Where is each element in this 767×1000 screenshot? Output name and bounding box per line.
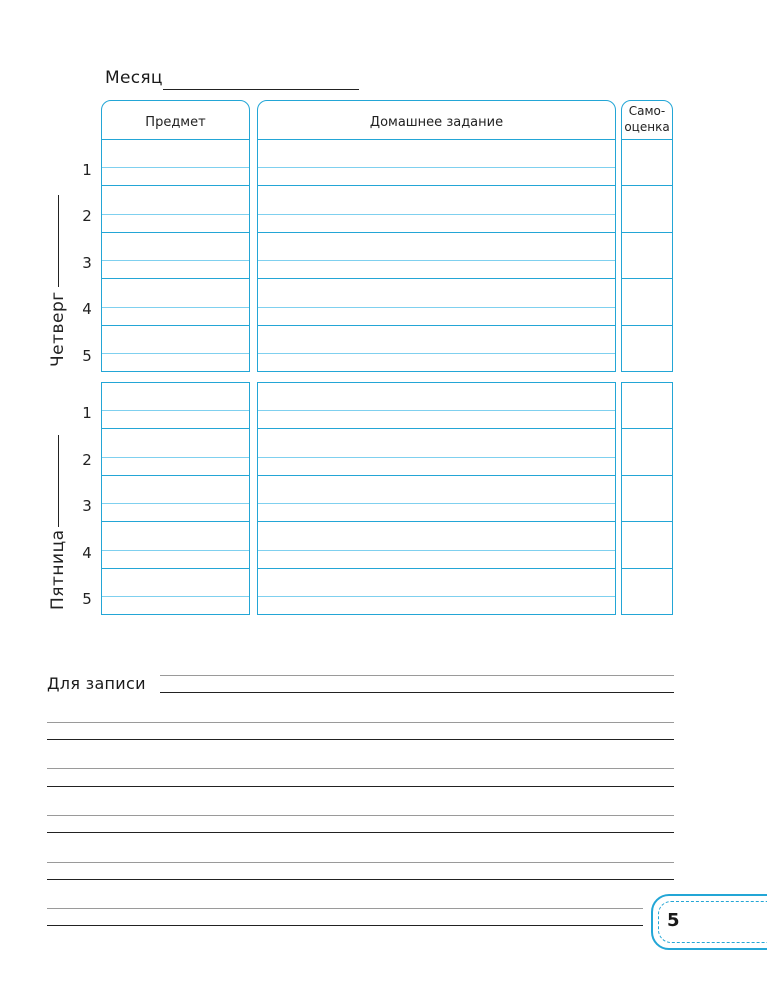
homework-header-label: Домашнее задание <box>369 115 504 130</box>
notes-line[interactable] <box>160 692 674 693</box>
notes-line[interactable] <box>47 862 674 863</box>
page-number-badge <box>651 894 767 950</box>
friday-date-field[interactable] <box>58 435 59 527</box>
notes-label: Для записи <box>47 674 146 693</box>
row-number: 5 <box>82 590 92 608</box>
thursday-subject-column <box>101 139 250 372</box>
month-label: Месяц <box>105 68 163 88</box>
page-number: 5 <box>667 910 680 931</box>
friday-label: Пятница <box>48 529 68 610</box>
notes-line[interactable] <box>47 815 674 816</box>
self-assessment-header-line1: Само- <box>628 104 666 118</box>
month-field[interactable] <box>163 89 359 90</box>
self-assessment-header-line2: оценка <box>624 120 670 134</box>
row-number: 3 <box>82 254 92 272</box>
notes-line[interactable] <box>160 675 674 676</box>
friday-homework-column <box>257 382 616 615</box>
friday-self-assessment-column <box>621 382 673 615</box>
subject-header <box>101 100 250 140</box>
notes-line[interactable] <box>47 925 643 926</box>
notes-line[interactable] <box>47 879 674 880</box>
notes-line[interactable] <box>47 786 674 787</box>
friday-subject-column <box>101 382 250 615</box>
row-number: 5 <box>82 347 92 365</box>
notes-line[interactable] <box>47 908 643 909</box>
thursday-label: Четверг <box>48 291 68 367</box>
self-assessment-header <box>621 100 673 140</box>
row-number: 2 <box>82 451 92 469</box>
thursday-homework-column <box>257 139 616 372</box>
notes-line[interactable] <box>47 768 674 769</box>
row-number: 4 <box>82 300 92 318</box>
row-number: 4 <box>82 544 92 562</box>
row-number: 2 <box>82 207 92 225</box>
row-number: 1 <box>82 404 92 422</box>
subject-header-label: Предмет <box>145 115 206 130</box>
homework-header <box>257 100 616 140</box>
notes-line[interactable] <box>47 722 674 723</box>
thursday-date-field[interactable] <box>58 195 59 287</box>
row-number: 3 <box>82 497 92 515</box>
notes-line[interactable] <box>47 739 674 740</box>
thursday-self-assessment-column <box>621 139 673 372</box>
row-number: 1 <box>82 161 92 179</box>
notes-line[interactable] <box>47 832 674 833</box>
